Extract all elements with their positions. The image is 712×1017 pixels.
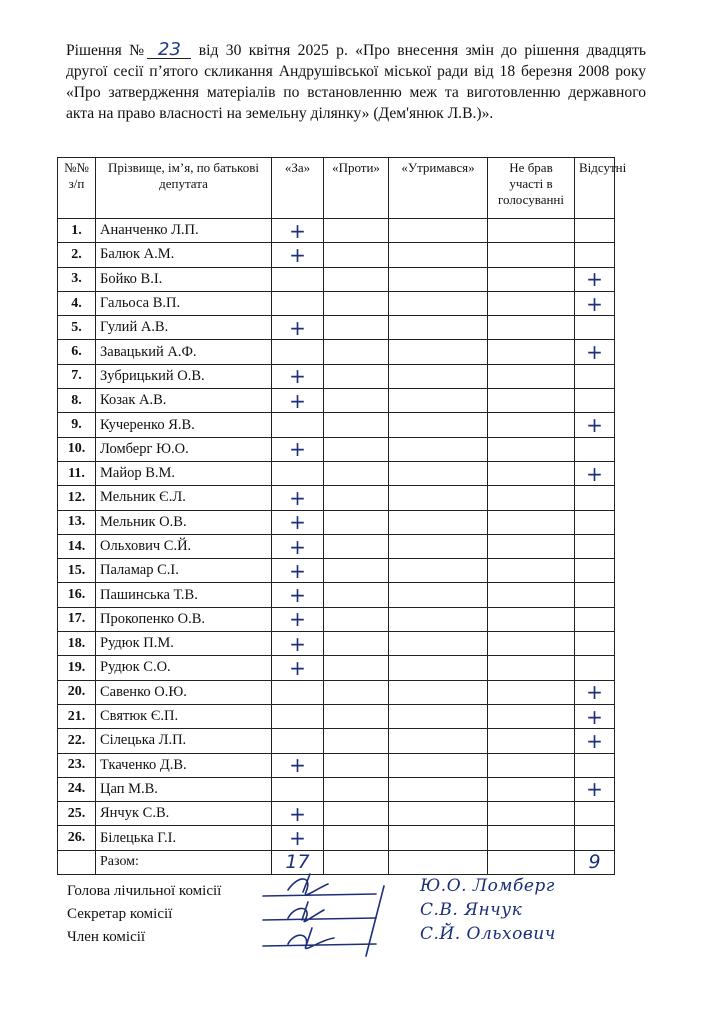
vote-table: [57, 157, 627, 875]
vote-novote-cell: [488, 680, 575, 704]
vote-abstain-cell: [389, 291, 488, 315]
row-number: 13.: [58, 510, 96, 534]
vote-for-mark: +: [272, 437, 324, 461]
decision-heading: [66, 40, 646, 124]
vote-for-mark: +: [272, 559, 324, 583]
deputy-name: Рудюк С.О.: [96, 656, 272, 680]
deputy-name: Гальоса В.П.: [96, 291, 272, 315]
vote-for-mark: [272, 777, 324, 801]
vote-for-mark: +: [272, 607, 324, 631]
vote-novote-cell: [488, 267, 575, 291]
absent-mark: +: [575, 729, 615, 753]
row-number: 20.: [58, 680, 96, 704]
vote-against-cell: [324, 364, 389, 388]
vote-abstain-cell: [389, 316, 488, 340]
absent-mark: [575, 437, 615, 461]
deputy-name: Пашинська Т.В.: [96, 583, 272, 607]
vote-abstain-cell: [389, 364, 488, 388]
vote-abstain-cell: [389, 389, 488, 413]
vote-novote-cell: [488, 802, 575, 826]
row-number: 16.: [58, 583, 96, 607]
table-row: [58, 802, 615, 826]
vote-novote-cell: [488, 607, 575, 631]
deputy-name: Балюк А.М.: [96, 243, 272, 267]
deputy-name: Савенко О.Ю.: [96, 680, 272, 704]
col-against: «Проти»: [324, 158, 389, 219]
absent-mark: +: [575, 680, 615, 704]
vote-against-cell: [324, 802, 389, 826]
decision-prefix: Рішення №: [66, 42, 148, 59]
deputy-name: Зубрицький О.В.: [96, 364, 272, 388]
table-row: [58, 607, 615, 631]
vote-against-cell: [324, 656, 389, 680]
vote-against-cell: [324, 413, 389, 437]
vote-abstain-cell: [389, 826, 488, 850]
deputy-name: Сілецька Л.П.: [96, 729, 272, 753]
vote-for-mark: +: [272, 510, 324, 534]
absent-mark: +: [575, 413, 615, 437]
absent-mark: [575, 632, 615, 656]
vote-for-mark: [272, 291, 324, 315]
vote-novote-cell: [488, 437, 575, 461]
deputy-name: Козак А.В.: [96, 389, 272, 413]
deputy-name: Ананченко Л.П.: [96, 219, 272, 243]
absent-mark: [575, 534, 615, 558]
vote-novote-cell: [488, 461, 575, 485]
col-for: «За»: [272, 158, 324, 219]
deputy-name: Мельник О.В.: [96, 510, 272, 534]
table-row: [58, 826, 615, 850]
vote-against-cell: [324, 729, 389, 753]
total-for: 17: [272, 850, 324, 874]
row-number: 4.: [58, 291, 96, 315]
absent-mark: [575, 316, 615, 340]
decision-text: від 30 квітня 2025 р. «Про внесення змін до рішення двадцять другої сесії п’ятого скликання Андрушівської міської ради від 18 березня 2008 року «Про затвердження матеріалів по встановленню меж та виготовленню державного акта на право власності на земельну ділянку» (Дем'янюк Л.В.)».: [66, 42, 647, 122]
deputy-name: Завацький А.Ф.: [96, 340, 272, 364]
deputy-name: Святюк Є.П.: [96, 704, 272, 728]
table-row: [58, 680, 615, 704]
absent-mark: +: [575, 291, 615, 315]
vote-for-mark: +: [272, 534, 324, 558]
signature-secretary-name: С.В. Янчук: [420, 900, 523, 920]
col-abstain: «Утримався»: [389, 158, 488, 219]
vote-for-mark: [272, 729, 324, 753]
table-row: [58, 243, 615, 267]
row-number: 7.: [58, 364, 96, 388]
absent-mark: [575, 559, 615, 583]
table-row: [58, 704, 615, 728]
absent-mark: [575, 510, 615, 534]
vote-abstain-cell: [389, 656, 488, 680]
vote-for-mark: [272, 461, 324, 485]
signature-chair-name: Ю.О. Ломберг: [420, 876, 555, 896]
deputy-name: Ломберг Ю.О.: [96, 437, 272, 461]
vote-abstain-cell: [389, 340, 488, 364]
absent-mark: [575, 802, 615, 826]
decision-number: 23: [147, 42, 191, 59]
absent-mark: +: [575, 704, 615, 728]
col-name: Прізвище, ім’я, по батькові депутата: [96, 158, 272, 219]
row-number: 21.: [58, 704, 96, 728]
table-row: [58, 729, 615, 753]
vote-abstain-cell: [389, 777, 488, 801]
signature-member-name: С.Й. Ольхович: [420, 924, 556, 944]
table-row: [58, 316, 615, 340]
absent-mark: [575, 219, 615, 243]
total-label: Разом:: [96, 850, 272, 874]
table-row: [58, 486, 615, 510]
absent-mark: [575, 583, 615, 607]
vote-against-cell: [324, 534, 389, 558]
table-row: [58, 219, 615, 243]
vote-against-cell: [324, 510, 389, 534]
row-number: 18.: [58, 632, 96, 656]
vote-against-cell: [324, 607, 389, 631]
vote-abstain-cell: [389, 753, 488, 777]
deputy-name: Цап М.В.: [96, 777, 272, 801]
absent-mark: +: [575, 340, 615, 364]
table-row: [58, 656, 615, 680]
absent-mark: [575, 243, 615, 267]
absent-mark: [575, 753, 615, 777]
vote-novote-cell: [488, 656, 575, 680]
row-number: 25.: [58, 802, 96, 826]
table-row: [58, 777, 615, 801]
row-number: 26.: [58, 826, 96, 850]
vote-for-mark: +: [272, 486, 324, 510]
deputy-name: Ткаченко Д.В.: [96, 753, 272, 777]
vote-novote-cell: [488, 364, 575, 388]
vote-abstain-cell: [389, 559, 488, 583]
vote-against-cell: [324, 486, 389, 510]
absent-mark: +: [575, 777, 615, 801]
table-row: [58, 753, 615, 777]
deputy-name: Кучеренко Я.В.: [96, 413, 272, 437]
vote-abstain-cell: [389, 243, 488, 267]
vote-abstain-cell: [389, 729, 488, 753]
row-number: 8.: [58, 389, 96, 413]
row-number: 24.: [58, 777, 96, 801]
row-number: 2.: [58, 243, 96, 267]
table-row: [58, 291, 615, 315]
handwritten-signatures: [258, 870, 398, 960]
vote-novote-cell: [488, 704, 575, 728]
deputy-name: Мельник Є.Л.: [96, 486, 272, 510]
vote-novote-cell: [488, 729, 575, 753]
vote-novote-cell: [488, 826, 575, 850]
table-header-row: [58, 158, 615, 219]
table-row: [58, 437, 615, 461]
vote-against-cell: [324, 243, 389, 267]
vote-novote-cell: [488, 777, 575, 801]
table-row: [58, 389, 615, 413]
absent-mark: [575, 389, 615, 413]
vote-abstain-cell: [389, 802, 488, 826]
row-number: 3.: [58, 267, 96, 291]
vote-for-mark: +: [272, 826, 324, 850]
vote-against-cell: [324, 340, 389, 364]
row-number: 12.: [58, 486, 96, 510]
col-num: №№ з/п: [58, 158, 96, 219]
vote-against-cell: [324, 267, 389, 291]
vote-against-cell: [324, 777, 389, 801]
vote-for-mark: +: [272, 243, 324, 267]
vote-against-cell: [324, 632, 389, 656]
table-row: [58, 364, 615, 388]
vote-novote-cell: [488, 219, 575, 243]
table-row: [58, 340, 615, 364]
row-number: 23.: [58, 753, 96, 777]
absent-mark: [575, 364, 615, 388]
vote-for-mark: +: [272, 656, 324, 680]
absent-mark: +: [575, 267, 615, 291]
total-absent: 9: [575, 850, 615, 874]
vote-novote-cell: [488, 753, 575, 777]
vote-against-cell: [324, 219, 389, 243]
vote-for-mark: +: [272, 364, 324, 388]
row-number: 6.: [58, 340, 96, 364]
vote-for-mark: [272, 680, 324, 704]
deputy-name: Рудюк П.М.: [96, 632, 272, 656]
vote-novote-cell: [488, 413, 575, 437]
table-row: [58, 534, 615, 558]
row-number: 9.: [58, 413, 96, 437]
row-number: 15.: [58, 559, 96, 583]
vote-for-mark: +: [272, 316, 324, 340]
vote-for-mark: [272, 340, 324, 364]
vote-for-mark: +: [272, 219, 324, 243]
vote-novote-cell: [488, 486, 575, 510]
vote-against-cell: [324, 437, 389, 461]
role-secretary: Секретар комісії: [67, 906, 173, 922]
table-row: [58, 632, 615, 656]
vote-abstain-cell: [389, 534, 488, 558]
vote-novote-cell: [488, 559, 575, 583]
table-row: [58, 413, 615, 437]
absent-mark: [575, 656, 615, 680]
deputy-name: Прокопенко О.В.: [96, 607, 272, 631]
table-row: [58, 583, 615, 607]
table-row: [58, 559, 615, 583]
vote-abstain-cell: [389, 510, 488, 534]
role-chair: Голова лічильної комісії: [67, 883, 222, 899]
vote-against-cell: [324, 753, 389, 777]
vote-abstain-cell: [389, 413, 488, 437]
vote-abstain-cell: [389, 461, 488, 485]
row-number: 14.: [58, 534, 96, 558]
vote-against-cell: [324, 389, 389, 413]
vote-novote-cell: [488, 534, 575, 558]
vote-against-cell: [324, 583, 389, 607]
vote-novote-cell: [488, 316, 575, 340]
row-number: 22.: [58, 729, 96, 753]
vote-for-mark: [272, 704, 324, 728]
vote-novote-cell: [488, 583, 575, 607]
vote-novote-cell: [488, 510, 575, 534]
total-novote: [488, 850, 575, 874]
vote-abstain-cell: [389, 632, 488, 656]
deputy-name: Гулий А.В.: [96, 316, 272, 340]
deputy-name: Ольхович С.Й.: [96, 534, 272, 558]
vote-against-cell: [324, 826, 389, 850]
row-number: 10.: [58, 437, 96, 461]
deputy-name: Янчук С.В.: [96, 802, 272, 826]
vote-for-mark: [272, 267, 324, 291]
vote-for-mark: [272, 413, 324, 437]
vote-abstain-cell: [389, 437, 488, 461]
absent-mark: +: [575, 461, 615, 485]
deputy-name: Паламар С.І.: [96, 559, 272, 583]
table-row: [58, 510, 615, 534]
vote-against-cell: [324, 680, 389, 704]
vote-novote-cell: [488, 340, 575, 364]
vote-novote-cell: [488, 243, 575, 267]
table-row: [58, 461, 615, 485]
vote-abstain-cell: [389, 219, 488, 243]
vote-abstain-cell: [389, 680, 488, 704]
col-absent: Відсутні: [575, 158, 615, 219]
vote-against-cell: [324, 291, 389, 315]
table-row: [58, 267, 615, 291]
absent-mark: [575, 826, 615, 850]
vote-abstain-cell: [389, 607, 488, 631]
vote-abstain-cell: [389, 704, 488, 728]
deputy-name: Білецька Г.І.: [96, 826, 272, 850]
deputy-name: Майор В.М.: [96, 461, 272, 485]
total-abstain: [389, 850, 488, 874]
vote-for-mark: +: [272, 753, 324, 777]
absent-mark: [575, 607, 615, 631]
vote-for-mark: +: [272, 389, 324, 413]
row-number: 1.: [58, 219, 96, 243]
deputy-name: Бойко В.І.: [96, 267, 272, 291]
vote-against-cell: [324, 461, 389, 485]
signature-names: [420, 874, 556, 946]
vote-against-cell: [324, 559, 389, 583]
row-number: 19.: [58, 656, 96, 680]
role-member: Член комісії: [67, 929, 146, 945]
vote-for-mark: +: [272, 632, 324, 656]
vote-against-cell: [324, 316, 389, 340]
vote-novote-cell: [488, 389, 575, 413]
col-novote: Не брав участі в голосуванні: [488, 158, 575, 219]
vote-abstain-cell: [389, 583, 488, 607]
vote-table-body: [58, 219, 615, 851]
row-number: 11.: [58, 461, 96, 485]
row-number: 5.: [58, 316, 96, 340]
vote-novote-cell: [488, 291, 575, 315]
commission-roles: [67, 880, 221, 949]
absent-mark: [575, 486, 615, 510]
total-num-cell: [58, 850, 96, 874]
vote-novote-cell: [488, 632, 575, 656]
vote-for-mark: +: [272, 583, 324, 607]
vote-abstain-cell: [389, 267, 488, 291]
vote-against-cell: [324, 704, 389, 728]
row-number: 17.: [58, 607, 96, 631]
vote-abstain-cell: [389, 486, 488, 510]
vote-for-mark: +: [272, 802, 324, 826]
